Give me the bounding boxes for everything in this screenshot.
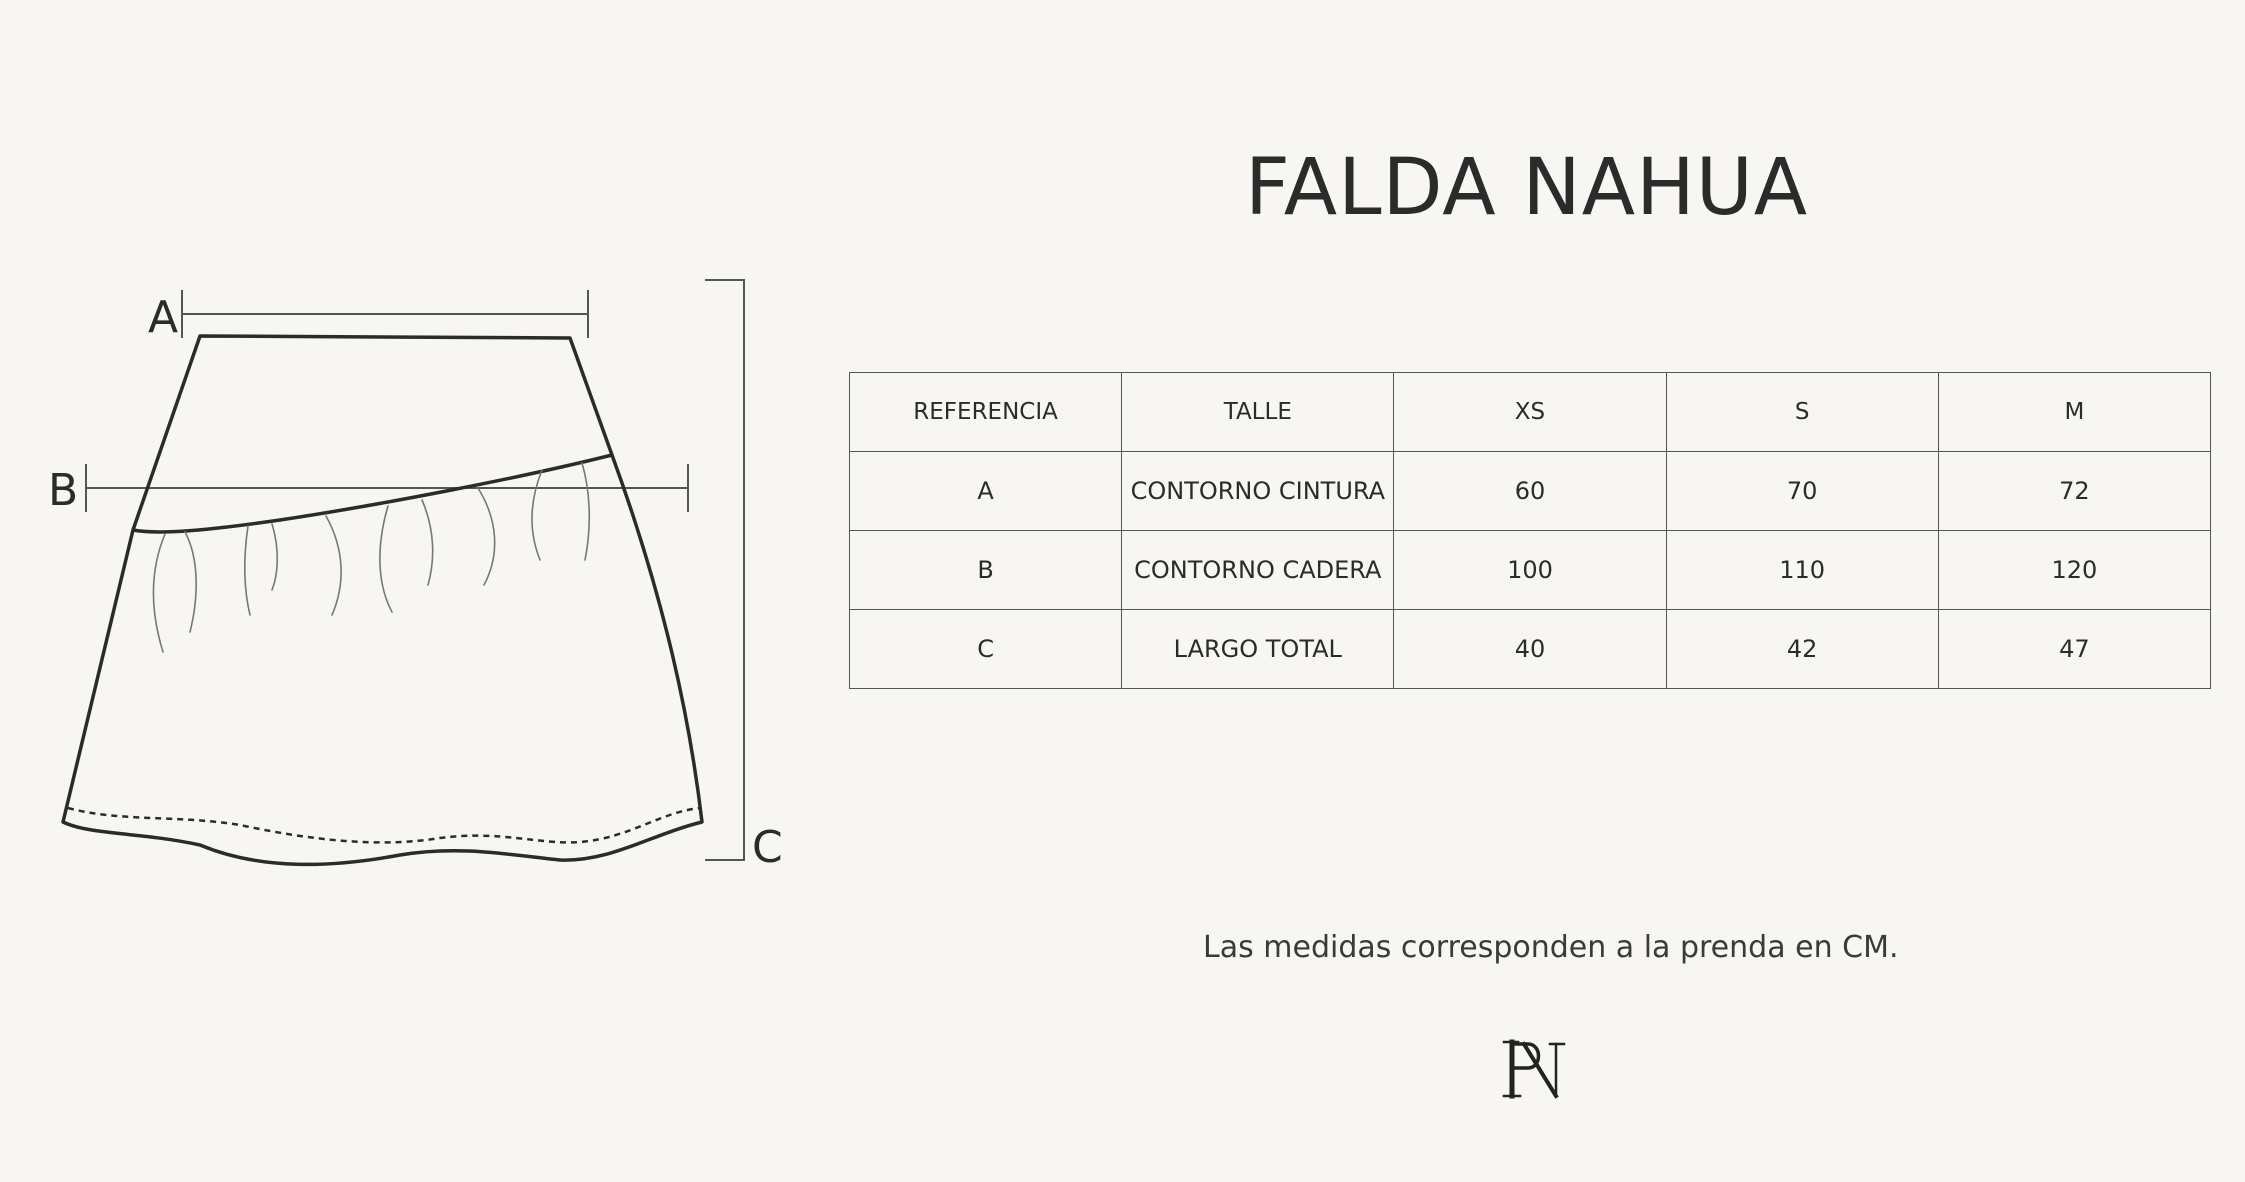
table-header-row: [850, 373, 2211, 452]
table-cell: 72: [1938, 452, 2210, 531]
table-cell: A: [850, 452, 1122, 531]
table-row: [850, 610, 2211, 689]
table-row: [850, 531, 2211, 610]
table-cell: 47: [1938, 610, 2210, 689]
header-cell: REFERENCIA: [850, 373, 1122, 452]
brand-monogram-logo: [1500, 1036, 1570, 1106]
table-cell: 100: [1394, 531, 1666, 610]
table-cell: LARGO TOTAL: [1122, 610, 1394, 689]
skirt-diagram: [0, 0, 800, 900]
header-cell: TALLE: [1122, 373, 1394, 452]
table-cell: 60: [1394, 452, 1666, 531]
header-cell: XS: [1394, 373, 1666, 452]
header-cell: S: [1666, 373, 1938, 452]
label-b: B: [48, 465, 79, 516]
label-c: C: [752, 822, 783, 873]
table-row: [850, 452, 2211, 531]
table-cell: CONTORNO CADERA: [1122, 531, 1394, 610]
table-cell: B: [850, 531, 1122, 610]
measure-line-a: [182, 290, 588, 338]
measure-line-b: [86, 464, 688, 512]
skirt-outline: [63, 336, 702, 864]
gather-folds: [153, 463, 589, 652]
table-cell: 110: [1666, 531, 1938, 610]
page-title: FALDA NAHUA: [1245, 143, 1809, 233]
table-cell: 70: [1666, 452, 1938, 531]
size-table: [849, 372, 2211, 689]
measurement-note: Las medidas corresponden a la prenda en CM.: [1203, 930, 1899, 965]
label-a: A: [148, 292, 179, 343]
table-cell: CONTORNO CINTURA: [1122, 452, 1394, 531]
measure-line-c: [705, 280, 744, 860]
table-cell: 40: [1394, 610, 1666, 689]
table-cell: C: [850, 610, 1122, 689]
table-cell: 42: [1666, 610, 1938, 689]
header-cell: M: [1938, 373, 2210, 452]
table-cell: 120: [1938, 531, 2210, 610]
